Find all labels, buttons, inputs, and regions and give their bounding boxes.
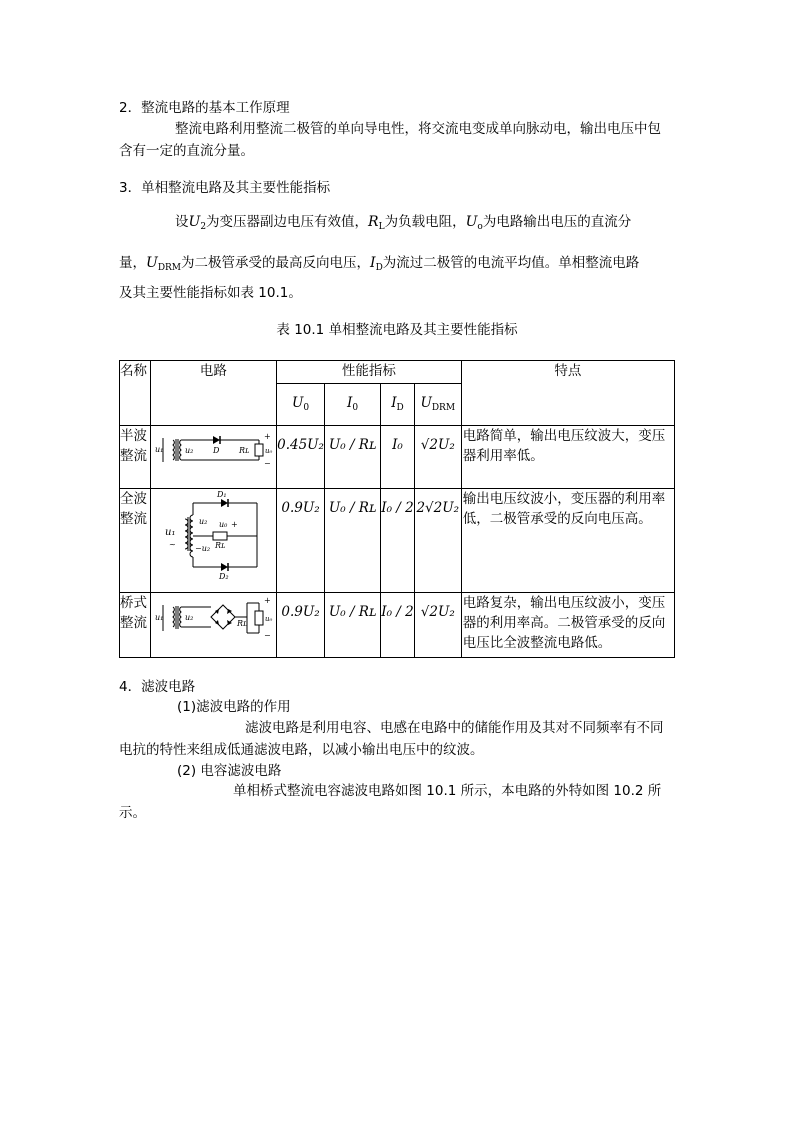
diode-d1-icon <box>221 499 228 507</box>
cell-id: I₀ / 2 <box>381 593 415 658</box>
symbol-u2 <box>189 214 207 230</box>
symbol-main: I <box>391 395 397 411</box>
symbol-sub: D <box>375 263 383 273</box>
label-u2: u₂ <box>199 517 208 526</box>
cell-udrm: √2U₂ <box>414 593 461 658</box>
label-plus: + <box>231 520 239 529</box>
symbol-main: I <box>370 255 376 271</box>
symbol-sub: 0 <box>303 403 310 413</box>
symbol-udrm <box>146 255 181 271</box>
bridge-circuit-cell <box>150 593 277 658</box>
label-u1: u₁ <box>165 527 176 538</box>
symbol-sub: DRM <box>157 263 182 273</box>
label-u2: u₂ <box>185 613 194 622</box>
label-minus-u2: −u₂ <box>195 544 211 553</box>
symbol-sub: DRM <box>431 403 456 413</box>
cell-id: I₀ <box>381 426 415 489</box>
half-wave-circuit-diagram <box>155 428 271 472</box>
label-plus: + <box>264 432 272 441</box>
header-indicators: 性能指标 <box>277 361 462 384</box>
table-header-row <box>120 361 675 384</box>
label-u1: u₁ <box>155 445 164 454</box>
symbol-sub: 2 <box>200 222 207 232</box>
section4-sub2-line2: 示。 <box>119 805 146 821</box>
text: 量， <box>119 255 146 271</box>
section4-heading: 4．滤波电路 <box>119 679 196 695</box>
cell-uo: 0.9U₂ <box>277 593 325 658</box>
symbol-main: U <box>465 214 478 230</box>
cell-feature: 输出电压纹波小，变压器的利用率低，二极管承受的反向电压高。 <box>461 489 674 593</box>
performance-table <box>119 360 675 658</box>
symbol-sub: 0 <box>352 403 359 413</box>
symbol-uo <box>466 214 483 230</box>
full-wave-circuit-cell <box>150 489 277 593</box>
label-minus: − <box>264 631 272 640</box>
symbol-main: U <box>146 255 158 271</box>
row-name-line1: 桥式 <box>120 595 147 611</box>
cell-udrm: √2U₂ <box>414 426 461 489</box>
row-name-line1: 半波 <box>120 428 147 444</box>
label-u0: u₀ <box>265 615 273 623</box>
label-tilde: ~ <box>169 540 177 549</box>
header-udrm <box>414 384 461 426</box>
text: 为电路输出电压的直流分 <box>482 214 632 230</box>
header-circuit: 电路 <box>150 361 277 426</box>
section3-definition-line3: 及其主要性能指标如表 10.1。 <box>119 285 302 301</box>
section2-para-line2: 含有一定的直流分量。 <box>119 143 254 159</box>
symbol-rl <box>368 214 385 230</box>
row-name-line2: 整流 <box>120 615 147 631</box>
section3-heading: 3．单相整流电路及其主要性能指标 <box>119 180 331 196</box>
section4-sub1-heading: (1)滤波电路的作用 <box>177 699 291 715</box>
symbol-id <box>370 255 383 271</box>
header-name: 名称 <box>120 361 151 426</box>
label-d: D <box>213 446 220 455</box>
table-row-bridge <box>120 593 675 658</box>
section2-para-line1: 整流电路利用整流二极管的单向导电性，将交流电变成单向脉动电，输出电压中包 <box>175 121 661 137</box>
text: 为变压器副边电压有效值， <box>206 214 369 230</box>
cell-udrm: 2√2U₂ <box>414 489 461 593</box>
label-u0: u₀ <box>219 520 228 529</box>
label-u2: u₂ <box>185 446 194 455</box>
label-plus: + <box>264 596 272 605</box>
cell-feature: 电路复杂，输出电压纹波小，变压器的利用率高。二极管承受的反向电压比全波整流电路低。 <box>461 593 674 658</box>
label-u1: u₁ <box>155 613 164 622</box>
full-wave-circuit-diagram <box>155 491 271 581</box>
section4-sub2-line1: 单相桥式整流电容滤波电路如图 10.1 所示，本电路的外特如图 10.2 所 <box>233 783 662 799</box>
cell-feature: 电路简单，输出电压纹波大，变压器利用率低。 <box>461 426 674 489</box>
section4-sub1-line1: 滤波电路是利用电容、电感在电路中的储能作用及其对不同频率有不同 <box>245 720 664 736</box>
diode-icon <box>213 436 220 444</box>
cell-io: U₀ / Rʟ <box>325 489 381 593</box>
text: 设 <box>175 214 189 230</box>
cell-io: U₀ / Rʟ <box>325 593 381 658</box>
cell-id: I₀ / 2 <box>381 489 415 593</box>
header-u0 <box>277 384 325 426</box>
symbol-sub: o <box>477 222 483 232</box>
row-name-line2: 整流 <box>120 448 147 464</box>
cell-uo: 0.9U₂ <box>277 489 325 593</box>
label-u0: u₀ <box>265 447 273 455</box>
row-name-line1: 全波 <box>120 491 147 507</box>
symbol-sub: D <box>396 403 404 413</box>
section3-definition-line1 <box>175 212 631 237</box>
section4-sub1-line2: 电抗的特性来组成低通滤波电路，以减小输出电压中的纹波。 <box>119 742 484 758</box>
section2-heading: 2．整流电路的基本工作原理 <box>119 100 290 116</box>
row-name <box>120 489 151 593</box>
symbol-main: U <box>188 214 201 230</box>
header-features: 特点 <box>461 361 674 426</box>
section4-sub2-heading: (2) 电容滤波电路 <box>177 763 282 779</box>
label-rl: Rʟ <box>237 619 248 628</box>
cell-uo: 0.45U₂ <box>277 426 325 489</box>
bridge-diodes-icon <box>215 609 232 625</box>
label-minus: − <box>264 459 272 468</box>
label-rl: Rʟ <box>215 541 226 550</box>
cell-io: U₀ / Rʟ <box>325 426 381 489</box>
bridge-circuit-diagram <box>155 595 271 641</box>
section3-definition-line2 <box>119 253 639 278</box>
symbol-sub: L <box>378 222 385 232</box>
symbol-main: U <box>292 395 304 411</box>
half-wave-circuit-cell <box>150 426 277 489</box>
symbol-main: R <box>368 214 379 230</box>
table-row-half-wave <box>120 426 675 489</box>
label-d1: D₁ <box>217 490 227 499</box>
diode-d2-icon <box>221 563 228 571</box>
symbol-main: I <box>347 395 353 411</box>
text: 为负载电阻， <box>384 214 466 230</box>
label-rl: Rʟ <box>239 446 250 455</box>
label-d2: D₂ <box>219 572 229 581</box>
table-row-full-wave <box>120 489 675 593</box>
header-i0 <box>325 384 381 426</box>
row-name <box>120 426 151 489</box>
text: 为二极管承受的最高反向电压， <box>181 255 371 271</box>
header-id <box>381 384 415 426</box>
row-name-line2: 整流 <box>120 511 147 527</box>
row-name <box>120 593 151 658</box>
symbol-main: U <box>420 395 432 411</box>
table-caption: 表 10.1 单相整流电路及其主要性能指标 <box>276 322 518 338</box>
text: 为流过二极管的电流平均值。单相整流电路 <box>382 255 640 271</box>
